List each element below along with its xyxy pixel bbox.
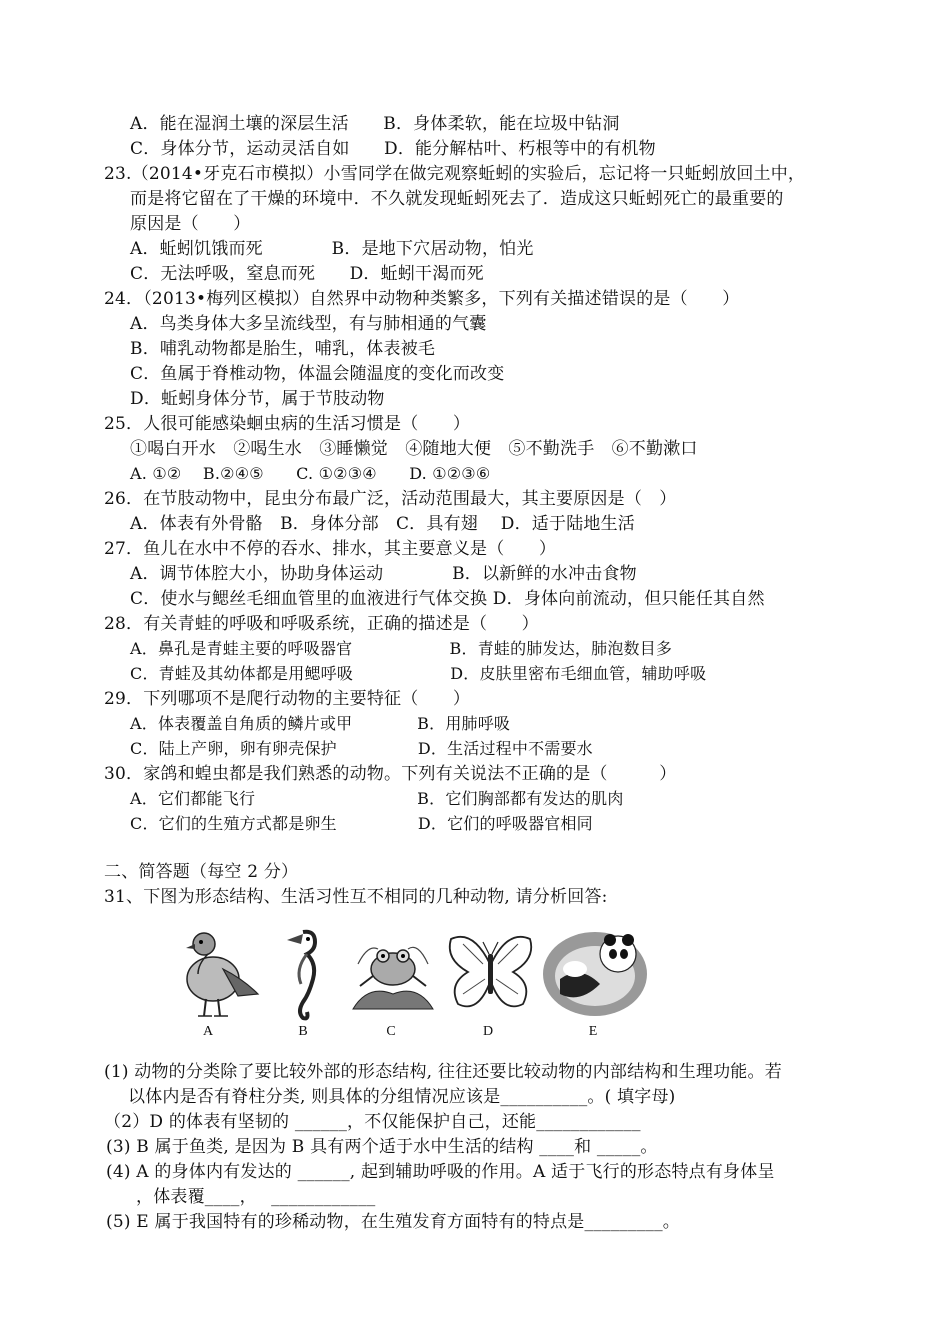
q27-options-cd: C．使水与鳃丝毛细血管里的血液进行气体交换 D．身体向前流动，但只能任其自然: [130, 589, 765, 609]
q30-options-ab: A．它们都能飞行 B．它们胸部都有发达的肌肉: [130, 789, 624, 808]
q23-options-ab: A．蚯蚓饥饿而死 B．是地下穴居动物，怕光: [130, 239, 534, 259]
animal-figure: [168, 924, 658, 1044]
seahorse-icon: [273, 924, 333, 1024]
figure-label-a: A: [202, 1024, 214, 1039]
q31-part1-line2: 以体内是否有脊柱分类, 则具体的分组情况应该是__________。( 填字母): [128, 1087, 676, 1107]
q23-stem-line1: 23.（2014•牙克石市模拟）小雪同学在做完观察蚯蚓的实验后，忘记将一只蚯蚓放回土中，: [104, 164, 806, 184]
q29-options-cd: C．陆上产卵，卵有卵壳保护 D．生活过程中不需要水: [130, 739, 593, 758]
q31-part4-line2: ，体表覆____， ____________: [136, 1187, 376, 1207]
q29-options-ab: A．体表覆盖自角质的鳞片或甲 B．用肺呼吸: [130, 714, 511, 733]
butterfly-icon: [443, 924, 538, 1024]
q22-options-ab: A．能在湿润土壤的深层生活 B．身体柔软，能在垃圾中钻洞: [130, 114, 620, 134]
q30-stem: 30．家鸽和蝗虫都是我们熟悉的动物。下列有关说法不正确的是（ ）: [104, 764, 677, 784]
frog-icon: [348, 924, 438, 1024]
q27-stem: 27．鱼儿在水中不停的吞水、排水，其主要意义是（ ）: [104, 539, 557, 559]
q31-part2: （2）D 的体表有坚韧的 ______，不仅能保护自己，还能____________: [104, 1112, 641, 1132]
q28-options-cd: C．青蛙及其幼体都是用鳃呼吸 D．皮肤里密布毛细血管，辅助呼吸: [130, 664, 707, 683]
pigeon-icon: [168, 924, 263, 1024]
q29-stem: 29．下列哪项不是爬行动物的主要特征（ ）: [104, 689, 471, 709]
figure-label-e: E: [588, 1024, 598, 1039]
q31-stem: 31、下图为形态结构、生活习性互不相同的几种动物, 请分析回答:: [104, 887, 608, 907]
q31-part4-line1: (4) A 的身体内有发达的 ______, 起到辅助呼吸的作用。A 适于飞行的形态特点有身体呈: [106, 1162, 775, 1182]
q23-stem-line2: 而是将它留在了干燥的环境中．不久就发现蚯蚓死去了．造成这只蚯蚓死亡的最重要的: [130, 189, 784, 209]
q24-option-b: B．哺乳动物都是胎生，哺乳，体表被毛: [130, 339, 436, 359]
figure-label-d: D: [482, 1024, 494, 1039]
q24-option-d: D．蚯蚓身体分节，属于节肢动物: [130, 389, 385, 409]
q23-stem-line3: 原因是（ ）: [130, 214, 251, 234]
q24-stem: 24．（2013•梅列区模拟）自然界中动物种类繁多，下列有关描述错误的是（ ）: [104, 289, 740, 309]
q31-part5: (5) E 属于我国特有的珍稀动物，在生殖发育方面特有的特点是_________。: [106, 1212, 680, 1232]
figure-label-c: C: [386, 1024, 396, 1039]
q26-stem: 26．在节肢动物中，昆虫分布最广泛，活动范围最大，其主要原因是（ ）: [104, 489, 677, 509]
figure-label-b: B: [298, 1024, 308, 1039]
q25-stem: 25．人很可能感染蛔虫病的生活习惯是（ ）: [104, 414, 471, 434]
section-heading: 二、简答题（每空 2 分）: [104, 862, 299, 882]
q26-options: A．体表有外骨骼 B．身体分部 C．具有翅 D．适于陆地生活: [130, 514, 636, 534]
q23-options-cd: C．无法呼吸，窒息而死 D．蚯蚓干渴而死: [130, 264, 484, 284]
q28-options-ab: A．鼻孔是青蛙主要的呼吸器官 B．青蛙的肺发达，肺泡数目多: [130, 639, 673, 658]
q27-options-ab: A．调节体腔大小，协助身体运动 B．以新鲜的水冲击食物: [130, 564, 637, 584]
q25-options: A. ①② B.②④⑤ C. ①②③④ D. ①②③⑥: [130, 464, 491, 483]
q25-habits: ①喝白开水 ②喝生水 ③睡懒觉 ④随地大便 ⑤不勤洗手 ⑥不勤漱口: [130, 439, 698, 459]
q22-options-cd: C．身体分节，运动灵活自如 D．能分解枯叶、朽根等中的有机物: [130, 139, 656, 159]
q30-options-cd: C．它们的生殖方式都是卵生 D．它们的呼吸器官相同: [130, 814, 593, 833]
q24-option-c: C．鱼属于脊椎动物，体温会随温度的变化而改变: [130, 364, 505, 384]
q28-stem: 28．有关青蛙的呼吸和呼吸系统，正确的描述是（ ）: [104, 614, 539, 634]
q24-option-a: A．鸟类身体大多呈流线型，有与肺相通的气囊: [130, 314, 487, 334]
q31-part3: (3) B 属于鱼类, 是因为 B 具有两个适于水中生活的结构 ____和 _____。: [106, 1137, 658, 1157]
q31-part1-line1: (1) 动物的分类除了要比较外部的形态结构, 往往还要比较动物的内部结构和生理功能。若: [104, 1062, 782, 1082]
panda-icon: [540, 924, 650, 1024]
